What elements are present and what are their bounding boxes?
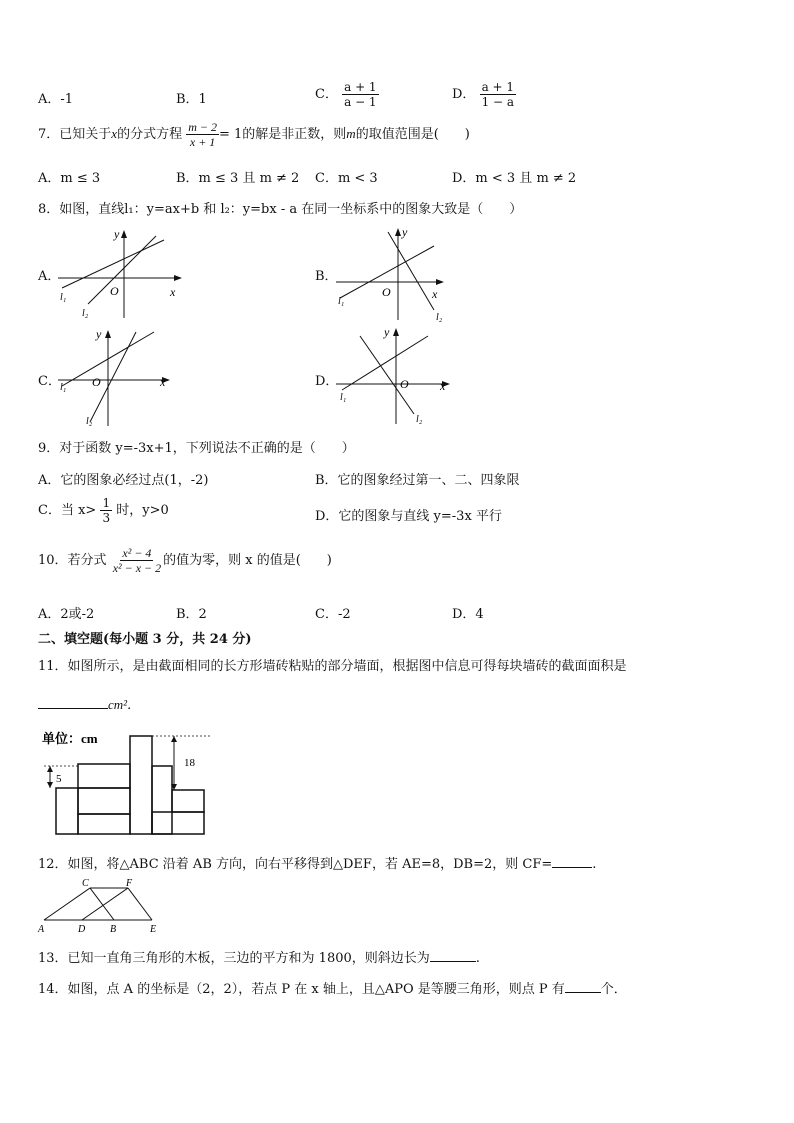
q6-option-d-label: D． — [452, 87, 476, 102]
section-heading-fill-in: 二、填空题(每小题 3 分，共 24 分) — [38, 632, 252, 647]
svg-text:y: y — [96, 327, 102, 341]
q10-option-c: C．-2 — [315, 607, 351, 622]
svg-text:y: y — [114, 227, 120, 241]
q11-stem: 11．如图所示，是由截面相同的长方形墙砖粘贴的部分墙面，根据图中信息可得每块墙砖的截面面积是 — [38, 659, 627, 674]
q13-blank[interactable] — [430, 961, 476, 962]
q7-option-a: A．m ≤ 3 — [38, 171, 101, 186]
svg-text:l₂: l₂ — [416, 414, 423, 425]
q8-stem: 8．如图，直线l₁：y=ax+b 和 l₂：y=bx - a 在同一坐标系中的图象大致是（ ） — [38, 202, 523, 217]
svg-text:18: 18 — [184, 757, 195, 769]
svg-text:l₂: l₂ — [436, 312, 443, 322]
q12-stem: 12．如图，将△ABC 沿着 AB 方向，向右平移得到△DEF，若 AE=8，DB=2，则 CF= . — [38, 857, 597, 872]
svg-text:O: O — [92, 375, 101, 389]
q8-graph-c — [58, 326, 172, 428]
q8-graph-a — [58, 226, 184, 320]
svg-text:l₂: l₂ — [82, 308, 89, 319]
svg-text:单位：cm: 单位：cm — [42, 731, 98, 746]
svg-text:5: 5 — [56, 773, 62, 785]
svg-text:F: F — [126, 878, 133, 889]
q11-wall-figure — [40, 726, 212, 838]
svg-text:l₂: l₂ — [86, 416, 93, 427]
q6-option-a: A．-1 — [38, 92, 74, 107]
q7-option-c: C．m < 3 — [315, 171, 378, 186]
q11-answer-line: cm²． — [38, 694, 140, 713]
q9-option-b: B．它的图象经过第一、二、四象限 — [315, 473, 520, 488]
svg-text:y: y — [402, 225, 408, 239]
q13-stem: 13．已知一直角三角形的木板，三边的平方和为 1800，则斜边长为 . — [38, 951, 480, 966]
q6-option-c — [315, 80, 379, 109]
q6-option-d-fraction: $\frac{a + 1}{1 - a}$ — [481, 80, 515, 109]
q8-label-a: A． — [38, 269, 61, 284]
svg-text:l₁: l₁ — [60, 382, 67, 393]
q14-blank[interactable] — [565, 992, 601, 993]
q14-stem: 14．如图，点 A 的坐标是（2，2），若点 P 在 x 轴上，且△APO 是等腰三角形，则点 P 有 个． — [38, 982, 627, 997]
q8-graph-b — [336, 224, 448, 322]
q9-option-a: A．它的图象必经过点(1，-2) — [38, 473, 209, 488]
svg-text:O: O — [382, 285, 391, 299]
q6-option-c-fraction: $\frac{a + 1}{a - 1}$ — [344, 80, 377, 109]
svg-text:x: x — [432, 287, 438, 301]
q9-option-c: C．当 x> $\frac{1}{3}$ 时，y>0 — [38, 496, 169, 525]
svg-text:D: D — [78, 924, 86, 934]
q12-triangle-figure — [36, 876, 162, 934]
svg-text:E: E — [150, 924, 157, 934]
q7-stem: 7．已知关于x的分式方程 $\frac{m - 2}{x + 1}$ = 1的解是非正数，则m的取值范围是( ) — [38, 120, 470, 149]
q10-option-d: D．4 — [452, 607, 484, 622]
q10-stem: 10．若分式 $\frac{\text{x² − 4}}{\text{x² − x − 2}}$ 的值为零，则 x 的值是( ) — [38, 546, 332, 575]
q11-blank[interactable] — [38, 708, 108, 709]
svg-text:O: O — [400, 377, 409, 391]
q8-label-d: D． — [315, 374, 339, 389]
q6-option-c-label: C． — [315, 87, 338, 102]
svg-text:x: x — [440, 379, 446, 393]
svg-text:l₁: l₁ — [338, 296, 345, 307]
q9-option-c-fraction: $\frac{1}{3}$ — [102, 496, 111, 525]
q7-option-d: D．m < 3 且 m ≠ 2 — [452, 171, 577, 186]
q10-option-a: A．2或-2 — [38, 607, 95, 622]
svg-text:O: O — [110, 284, 119, 298]
q8-label-b: B． — [315, 269, 338, 284]
q6-option-b: B．1 — [176, 92, 207, 107]
svg-text:A: A — [38, 924, 45, 934]
q8-graph-d — [336, 324, 452, 426]
q10-fraction: $\frac{\text{x² − 4}}{\text{x² − x − 2}}$ — [112, 546, 162, 575]
svg-text:l₁: l₁ — [340, 392, 347, 403]
svg-text:C: C — [82, 878, 89, 889]
q10-option-b: B．2 — [176, 607, 207, 622]
q9-stem: 9．对于函数 y=-3x+1，下列说法不正确的是（ ） — [38, 441, 355, 456]
svg-text:y: y — [384, 325, 390, 339]
q7-equation-fraction: $\frac{m - 2}{x + 1}$ — [188, 120, 217, 149]
q7-option-b: B．m ≤ 3 且 m ≠ 2 — [176, 171, 300, 186]
svg-text:l₁: l₁ — [60, 292, 67, 303]
q6-option-d — [452, 80, 516, 109]
svg-text:x: x — [160, 375, 166, 389]
svg-text:x: x — [170, 285, 176, 299]
svg-text:B: B — [110, 924, 117, 934]
q12-blank[interactable] — [552, 867, 592, 868]
q8-label-c: C． — [38, 374, 61, 389]
q9-option-d: D．它的图象与直线 y=-3x 平行 — [315, 509, 502, 524]
